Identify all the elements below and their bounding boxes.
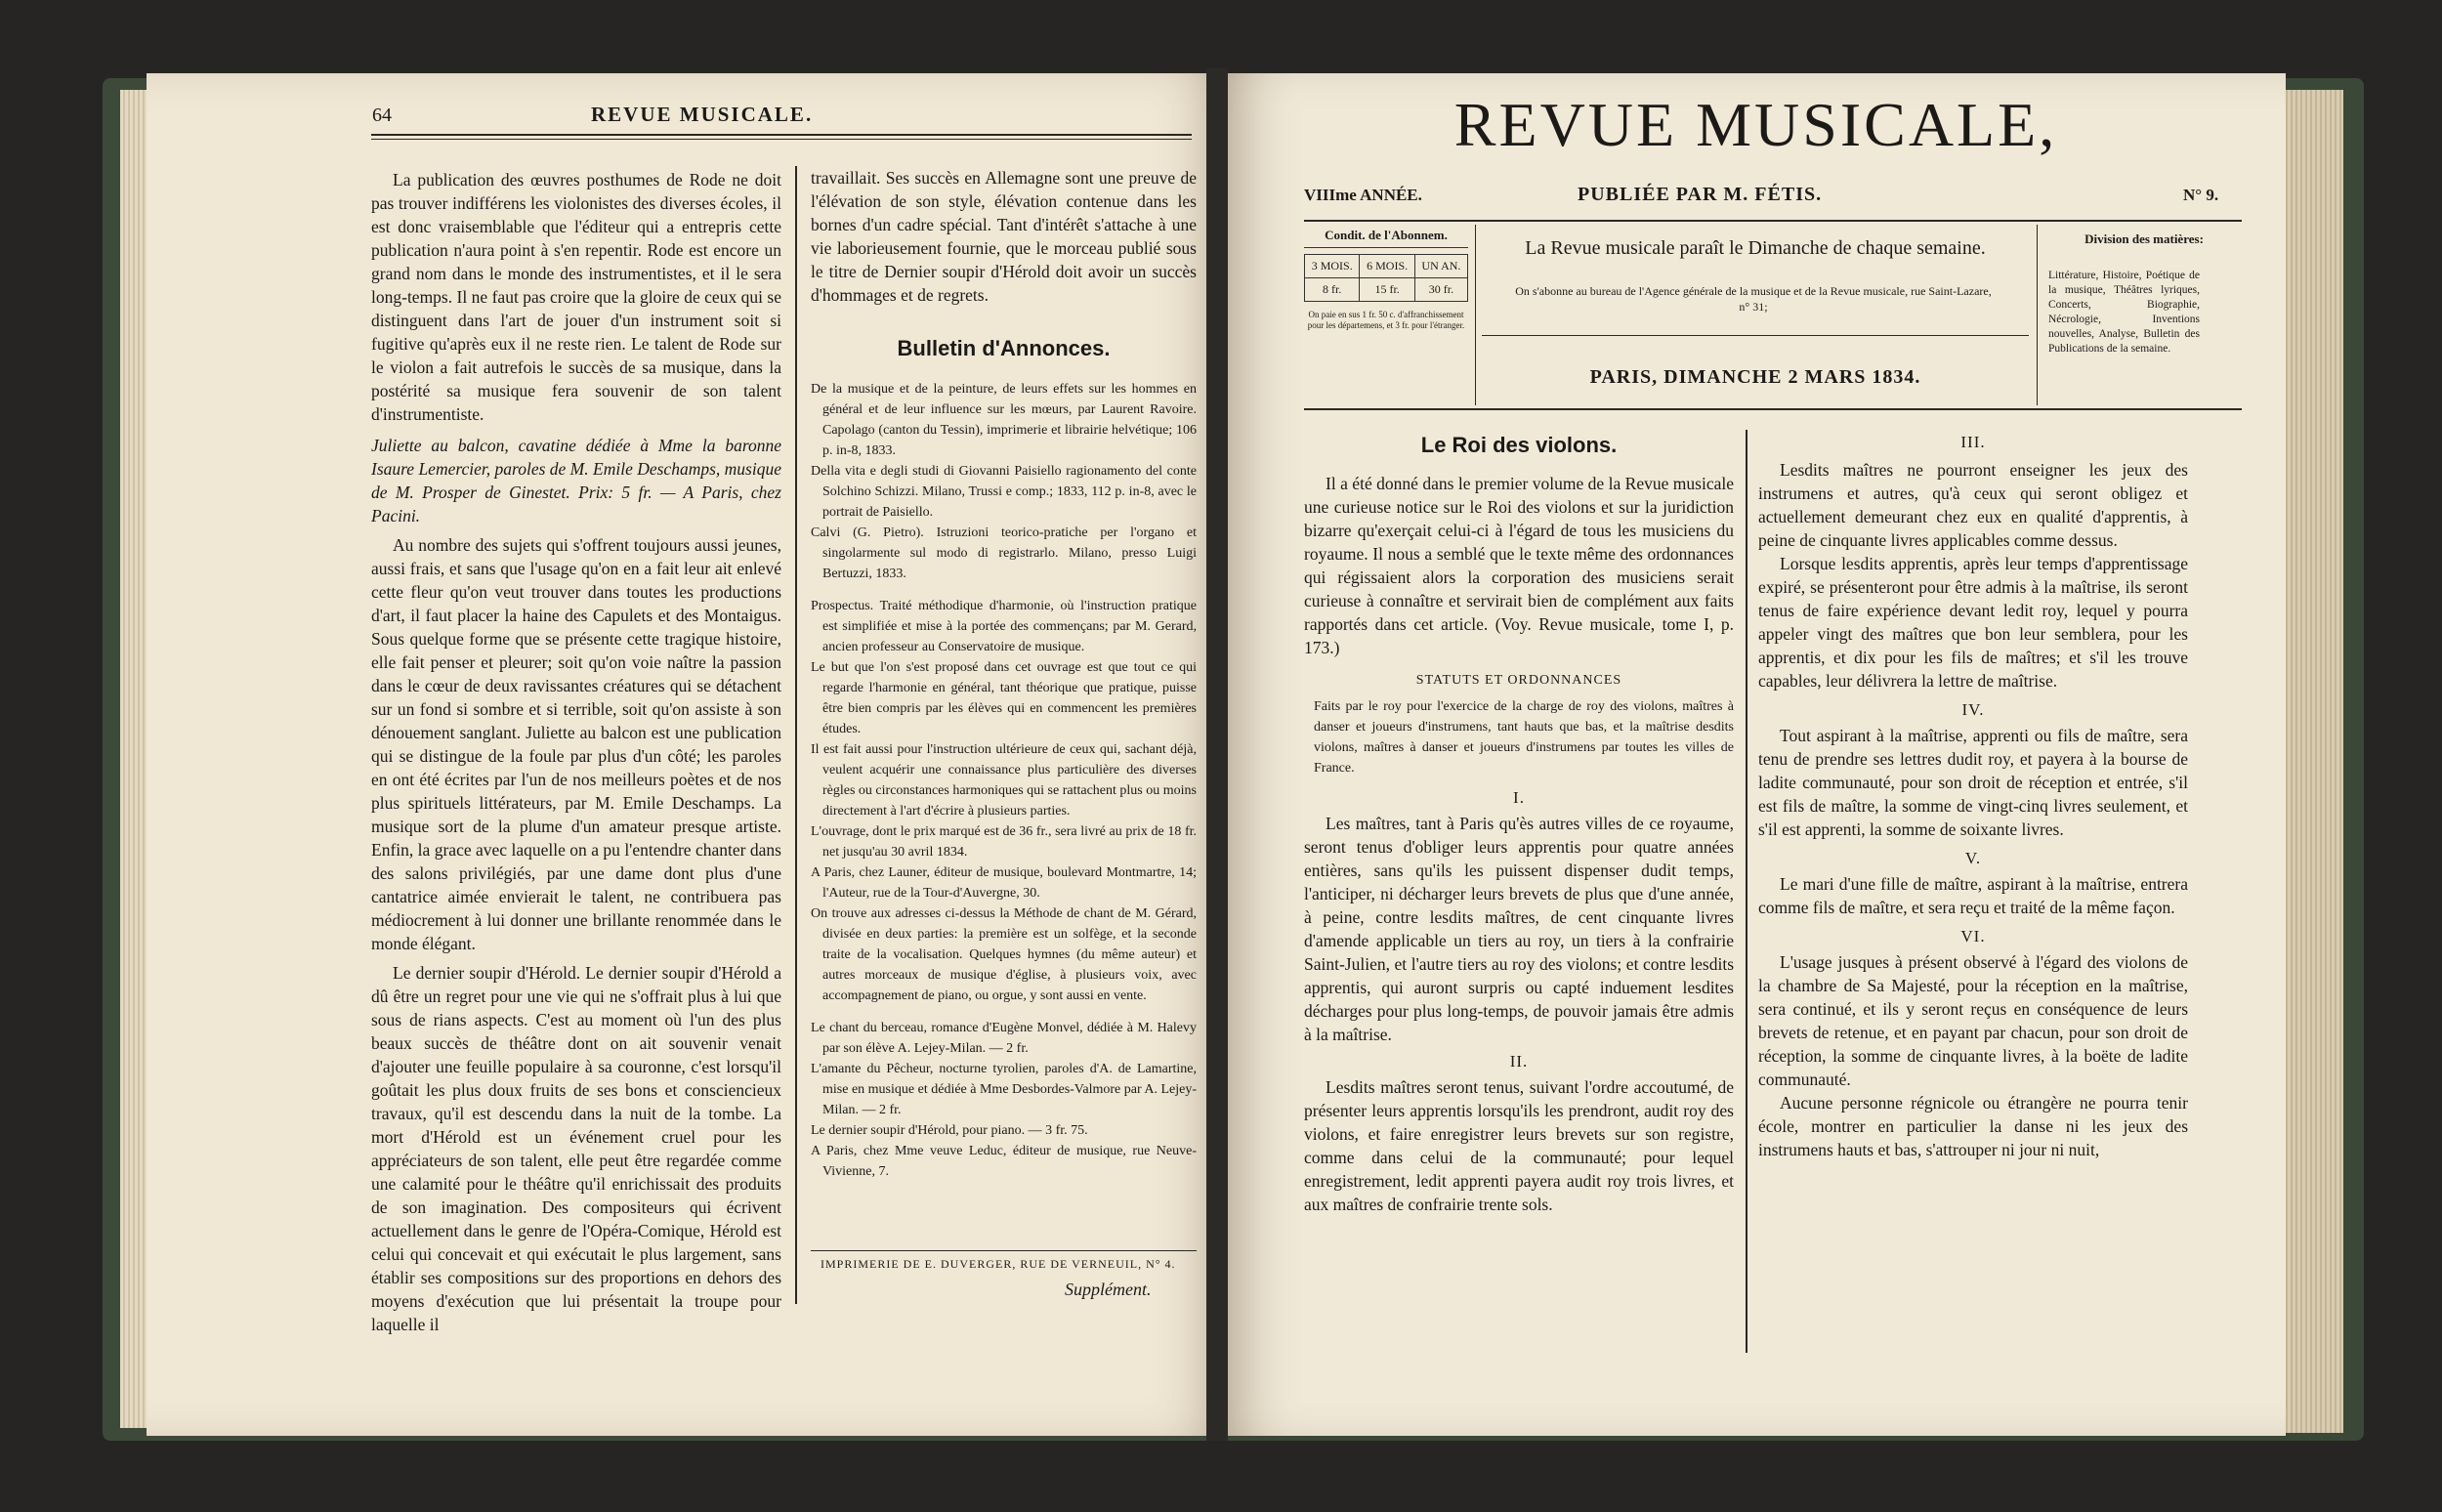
article-v-heading: V. (1964, 849, 1982, 867)
bulletin-entry: Calvi (G. Pietro). Istruzioni teorico-pratiche per l'organo et singolarmente sul modo di registrarlo. Milano, presso Luigi Bertuzzi, 1833. (811, 525, 1197, 581)
left-page (147, 73, 1226, 1436)
bulletin-entry: A Paris, chez Launer, éditeur de musique, boulevard Montmartre, 14; l'Auteur, rue de la Tour-d'Auvergne, 30. (811, 865, 1197, 901)
head-rule (371, 134, 1192, 136)
article-iv-text: Tout aspirant à la maîtrise, apprenti ou fils de maître, sera tenu de prendre ses lettres dudit roy, et payera à la bourse de ladite communauté, pour son droit de réception et entrée, s'il est fils de maître, la somme de vingt-cinq livres seulement, et s'il est apprenti, la somme de soixante livres. (1758, 726, 2188, 839)
article-column-1 (1304, 433, 1734, 1216)
article-i-text: Les maîtres, tant à Paris qu'ès autres villes de ce royaume, seront tenus d'obliger leurs apprentis pour quatre années entières, sans qu'ils les puissent dispenser dudit temps, l'anticiper, ni décharger leurs brevets de plus que d'une année, à peine, contre lesdits maîtres, de cent cinquante livres d'amende applicable un tiers au roy, un tiers à la confrairie Saint-Julien, et l'autre tiers au roy des violons; et contre lesdits apprentis, qui auront surpris ou capté induement lesdites décharges pour plus long-temps, de pouvoir jamais être admis à la maîtrise. (1304, 814, 1734, 1044)
supplement-label: Supplément. (1065, 1280, 1152, 1299)
price-3-months: 8 fr. (1305, 278, 1360, 302)
article-intro: Il a été donné dans le premier volume de la Revue musicale une curieuse notice sur le Roi des violons et sur la juridiction bizarre qu'exerçait celui-ci à l'égard de tous les musiciens du royaume. Il nous a semblé que le texte même des ordonnances qui régissaient alors la corporation des musiciens serait curieuse à connaître et servirait bien de complément aux faits rapportés dans cet article. (Voy. Revue musicale, tome I, p. 173.) (1304, 474, 1734, 657)
contents-list: Littérature, Histoire, Poétique de la musique, Théâtres lyriques, Concerts, Biographie, Nécrologie, Inventions nouvelles, Analyse, Bulletin des Publications de la semaine. (2048, 270, 2200, 355)
header-bottom-rule (1304, 408, 2242, 410)
imprint-rule (811, 1250, 1197, 1251)
article-iv-heading: IV. (1961, 700, 1985, 719)
bulletin-entry: L'amante du Pêcheur, nocturne tyrolien, paroles d'A. de Lamartine, mise en musique et dédiée à Mme Desbordes-Valmore par A. Lejey-Milan. — 2 fr. (811, 1062, 1197, 1117)
bulletin-list (811, 379, 1197, 1182)
subscription-office: On s'abonne au bureau de l'Agence générale de la musique et de la Revue musicale, rue Saint-Lazare, n° 31; (1515, 284, 1992, 314)
imprint: IMPRIMERIE DE E. DUVERGER, RUE DE VERNEUIL, N° 4. (821, 1257, 1176, 1271)
paragraph-juliette-ad: Juliette au balcon, cavatine dédiée à Mme la baronne Isaure Lemercier, paroles de M. Emile Deschamps, musique de M. Prosper de Ginestet. Prix: 5 fr. — A Paris, chez Pacini. (371, 436, 781, 525)
subscription-box (1304, 228, 1468, 331)
right-page (1226, 73, 2286, 1436)
box-divider-1 (1475, 225, 1476, 405)
article-vi-text: L'usage jusques à présent observé à l'égard des violons de la chambre de Sa Majesté, pour la réception en la maîtrise, sera continué, et ils y seront reçus en conséquence de leurs brevets de retenue, et en payant par chacun, pour son droit de réception, la somme de cinquante livres, à la boëte de ladite communauté. (1758, 952, 2188, 1089)
term-6-months: 6 MOIS. (1360, 255, 1414, 278)
article-vi-text-2: Aucune personne régnicole ou étrangère ne pourra tenir école, montrer en particulier la danse ni les jeux des instrumens hauts et bas, s'attrouper ni jour ni nuit, (1758, 1093, 2188, 1159)
bulletin-entry: L'ouvrage, dont le prix marqué est de 36 fr., sera livré au prix de 18 fr. net jusqu'au 30 avril 1834. (811, 824, 1197, 860)
date-rule (1482, 335, 2029, 336)
statutes-title: STATUTS ET ORDONNANCES (1415, 673, 1622, 688)
bulletin-entry: On trouve aux adresses ci-dessus la Méthode de chant de M. Gérard, divisée en deux parties: la première est un solfège, et la seconde traite de la vocalisation. Quelques hymnes (du même auteur) et autres morceaux de musique d'église, à plusieurs voix, avec accompagnement de piano, ou orgue, y sont aussi en vente. (811, 906, 1197, 1003)
paragraph-herold-cont: travaillait. Ses succès en Allemagne sont une preuve de l'élévation de son style, élévation contenue dans les bornes d'un cadre spécial. Tant d'intérêt s'attache à une vie laborieusement fournie, que le morceau publié sous le titre de Dernier soupir d'Hérold doit avoir un succès d'hommages et de regrets. (811, 168, 1197, 305)
article-iii-text-2: Lorsque lesdits apprentis, après leur temps d'apprentissage expiré, se présenteront pour être admis à la maîtrise, ils seront tenus de faire expérience devant ledit roy, lequel y pourra appeler vingt des maîtres que bon leur semblera, pour les apprentis, et dix pour les fils de maîtres; et s'il les trouve capables, leur délivrera la lettre de maîtrise. (1758, 554, 2188, 691)
box-divider-2 (2037, 225, 2038, 405)
issue-date: PARIS, DIMANCHE 2 MARS 1834. (1589, 366, 1921, 388)
left-column-2 (811, 166, 1197, 1182)
head-rule-thin (371, 139, 1192, 140)
article-ii-text: Lesdits maîtres seront tenus, suivant l'ordre accoutumé, de présenter leurs apprentis lorsqu'ils les prendront, audit roy des violons, et faire enregistrer leurs brevets sur son registre, comme dans celui de la communauté; pour lequel enregistrement, ledit apprenti payera audit roy trois livres, et aux maîtres de confrairie trente sols. (1304, 1077, 1734, 1214)
bulletin-entry: A Paris, chez Mme veuve Leduc, éditeur de musique, rue Neuve-Vivienne, 7. (811, 1144, 1197, 1179)
issue-number: N° 9. (2183, 186, 2219, 204)
paragraph-juliette-review: Au nombre des sujets qui s'offrent toujours aussi jeunes, aussi frais, et sans que l'usage qu'on en a fait leur ait enlevé cette fleur qu'on veut trouver dans toutes les productions d'art, il faut placer la haine des Capulets et des Montaigus. Sous quelque forme que se présente cette tragique histoire, elle fait penser et pleurer; soit qu'on voie naître la passion dans le cœur de deux ravissantes créatures qui se détachent sur un fond si sombre et si terrible, soit qu'on assiste à son dénouement sanglant. Juliette au balcon est une publication qui se distingue de la foule par plus d'un côté; les paroles en ont été écrites par l'un de nos meilleurs poètes et de nos plus spirituels littérateurs, par M. Emile Deschamps. La musique sort de la plume d'un amateur presque artiste. Enfin, la grace avec laquelle on a pu l'entendre chanter dans des salons privilégiés, par une dame dont plus d'une cantatrice aimée envierait le talent, ne contribuera pas médiocrement à lui donner une brillante renommée dans le monde élégant. (371, 535, 781, 953)
article-v-text: Le mari d'une fille de maître, aspirant à la maîtrise, entrera comme fils de maître, et sera reçu et traité de la même façon. (1758, 874, 2188, 917)
article-i-heading: I. (1513, 788, 1525, 807)
bulletin-entry: Le but que l'on s'est proposé dans cet ouvrage est que tout ce qui regarde l'harmonie en général, tant théorique que pratique, puisse être bien compris par les élèves qui en commencent les premières études. (811, 660, 1197, 736)
article-ii-heading: II. (1509, 1052, 1529, 1071)
bulletin-entry: De la musique et de la peinture, de leurs effets sur les hommes en général et de leur influence sur les mœurs, par Laurent Ravoire. Capolago (canton du Tessin), imprimerie et librairie helvétique; 106 p. in-8, 1833. (811, 382, 1197, 458)
bulletin-entry: Il est fait aussi pour l'instruction ultérieure de ceux qui, sachant déjà, veulent acquérir une connaissance plus particulière des diverses règles ou circonstances harmoniques qui se rattachent plus ou moins directement à l'art d'écrire à plusieurs parties. (811, 742, 1197, 819)
price-1-year: 30 fr. (1414, 278, 1467, 302)
publication-day: La Revue musicale paraît le Dimanche de chaque semaine. (1525, 237, 1986, 259)
right-page-edges (2283, 90, 2343, 1433)
paragraph-rode: La publication des œuvres posthumes de Rode ne doit pas trouver indifférens les violonistes des diverses écoles, il est donc vraisemblable que l'éditeur qui a entrepris cette publication n'aura point à s'en repentir. Rode est encore un grand nom dans le monde des instrumentistes, et il le sera long-temps. Il ne faut pas croire que la gloire de ceux qui se distinguent dans l'art de jouer d'un instrument soit si fugitive qu'après eux il ne reste rien. Le talent de Rode sur le violon a fait autrefois le succès de sa musique, dans la postérité sa musique fera souvenir de son talent d'instrumentiste. (371, 170, 781, 424)
subscription-title: Condit. de l'Abonnem. (1304, 228, 1468, 248)
subscription-table (1304, 254, 1468, 302)
article-vi-heading: VI. (1960, 927, 1986, 945)
bulletin-entry: Le dernier soupir d'Hérold, pour piano. — 3 fr. 75. (811, 1123, 1088, 1138)
gutter (1206, 68, 1228, 1441)
open-book (103, 68, 2364, 1441)
bulletin-entry: Le chant du berceau, romance d'Eugène Monvel, dédiée à M. Halevy par son élève A. Lejey-Milan. — 2 fr. (811, 1021, 1197, 1056)
paragraph-herold: Le dernier soupir d'Hérold. Le dernier soupir d'Hérold a dû être un regret pour une vie qui ne s'offrait plus à lui que sous de rians aspects. C'est au moment où l'un des plus beaux succès de théâtre dont on ait souvenir venait d'ajouter une feuille populaire à sa couronne, c'est lorsqu'il goûtait les plus doux fruits de ses bons et consciencieux travaux, qu'il est descendu dans la nuit de la tombe. La mort d'Hérold est un événement cruel pour les appréciateurs de son talent, elle peut être regardée comme une calamité pour le théâtre qu'il enrichissait des produits de son imagination. Des compositeurs qui écrivent actuellement dans le genre de l'Opéra-Comique, Hérold est celui qui concevait et qui exécutait le plus largement, sans établir ses compositions sur des proportions en dehors des moyens d'exécution que lui présentait la troupe pour laquelle il (371, 963, 781, 1334)
masthead: REVUE MUSICALE, (1453, 90, 2058, 159)
publisher-line: PUBLIÉE PAR M. FÉTIS. (1578, 184, 1823, 205)
price-6-months: 15 fr. (1360, 278, 1414, 302)
masthead-rule (1304, 220, 2242, 222)
article-title: Le Roi des violons. (1420, 433, 1618, 457)
statutes-subtitle: Faits par le roy pour l'exercice de la charge de roy des violons, maîtres à danser et joueurs d'instrumens, tant hauts que bas, et la maîtrise desdits violons, maîtres à danser et joueurs d'instrumens par toutes les villes de France. (1314, 699, 1734, 776)
article-iii-heading: III. (1960, 433, 1986, 451)
bulletin-entry: Della vita e degli studi di Giovanni Paisiello ragionamento del conte Solchino Schizzi. Milano, Trussi e comp.; 1833, 112 p. in-8, avec le portrait de Paisiello. (811, 464, 1197, 520)
article-column-divider (1746, 430, 1747, 1353)
page-number: 64 (372, 105, 392, 126)
article-iii-text: Lesdits maîtres ne pourront enseigner les jeux des instrumens et autres, qu'à ceux qui seront obligez et actuellement demeurant chez eux en qualité d'apprentis, à peine de cinquante livres applicables comme dessus. (1758, 460, 2188, 550)
term-1-year: UN AN. (1414, 255, 1467, 278)
article-column-2 (1758, 433, 2188, 1161)
contents-title: Division des matières: (2084, 231, 2204, 246)
postage-note: On paie en sus 1 fr. 50 c. d'affranchissement pour les départemens, et 3 fr. pour l'étranger. (1307, 310, 1465, 330)
annee: VIIIme ANNÉE. (1304, 186, 1422, 204)
left-column-1 (371, 168, 781, 1336)
term-3-months: 3 MOIS. (1305, 255, 1360, 278)
column-divider (795, 166, 797, 1304)
bulletin-entry: Prospectus. Traité méthodique d'harmonie, où l'instruction pratique est simplifiée et mise à la portée des commençans; par M. Gerard, ancien professeur au Conservatoire de musique. (811, 599, 1197, 654)
running-head: REVUE MUSICALE. (591, 103, 814, 126)
bulletin-title: Bulletin d'Annonces. (897, 336, 1111, 360)
